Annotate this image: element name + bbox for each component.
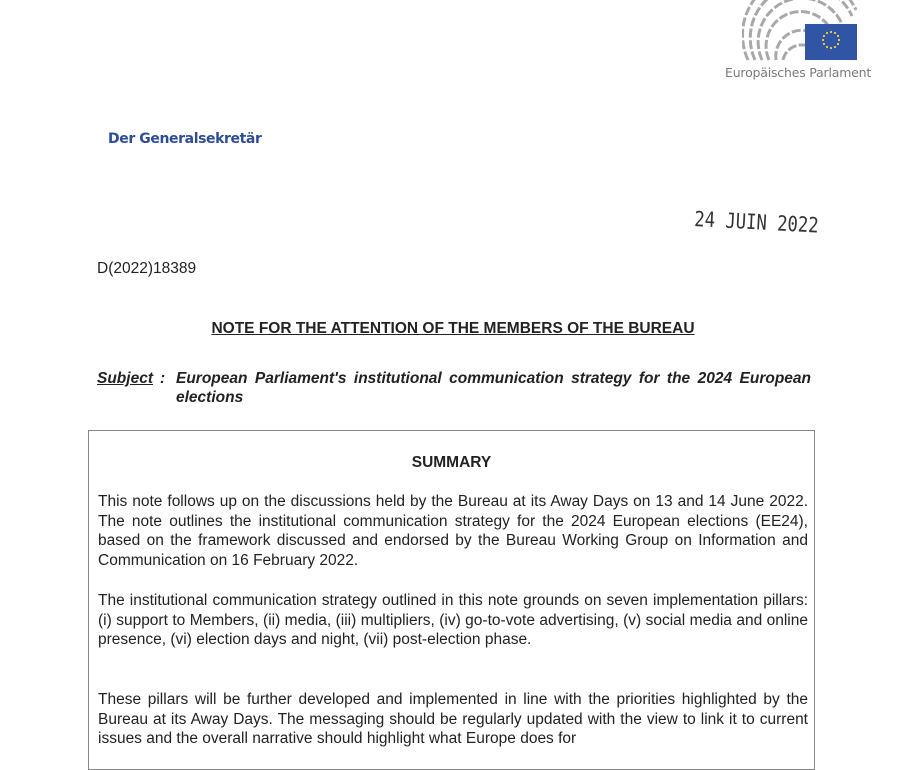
european-parliament-logo [722,0,872,85]
summary-paragraph: This note follows up on the discussions held by the Bureau at its Away Days on 13 and 14 June 2022. The note outlines the institutional communication strategy for the 2024 European elections (EE24), based on the framework discussed and endorsed by the Bureau Working Group on Information and Communication on 16 February 2022. [98,493,808,569]
summary-title: SUMMARY [411,454,492,471]
subject-line [97,369,811,407]
note-title: NOTE FOR THE ATTENTION OF THE MEMBERS OF THE BUREAU [211,320,695,337]
summary-paragraph: These pillars will be further developed and implemented in line with the priorities highlighted by the Bureau at its Away Days. The messaging should be regularly updated with the view to link it to current issues and the overall narrative should highlight what Europe does for [98,691,808,747]
subject-text: European Parliament's institutional communication strategy for the 2024 European elections [176,370,811,406]
summary-box [88,430,815,770]
summary-paragraph: The institutional communication strategy outlined in this note grounds on seven implementation pillars: (i) support to Members, (ii) media, (iii) multipliers, (iv) go-to-vote advertising, (v) social media and online presence, (vi) election days and night, (vii) post-election phase. [98,592,808,648]
document-reference: D(2022)18389 [97,260,197,277]
date-stamp: 24 JUIN 2022 [693,207,820,238]
subject-label: Subject [97,370,153,387]
logo-text: Europäisches Parlament [725,65,872,80]
european-parliament-hemicycle-flag-icon [742,0,862,62]
subject-colon: : [160,370,166,387]
sender-title: Der Generalsekretär [108,131,262,147]
